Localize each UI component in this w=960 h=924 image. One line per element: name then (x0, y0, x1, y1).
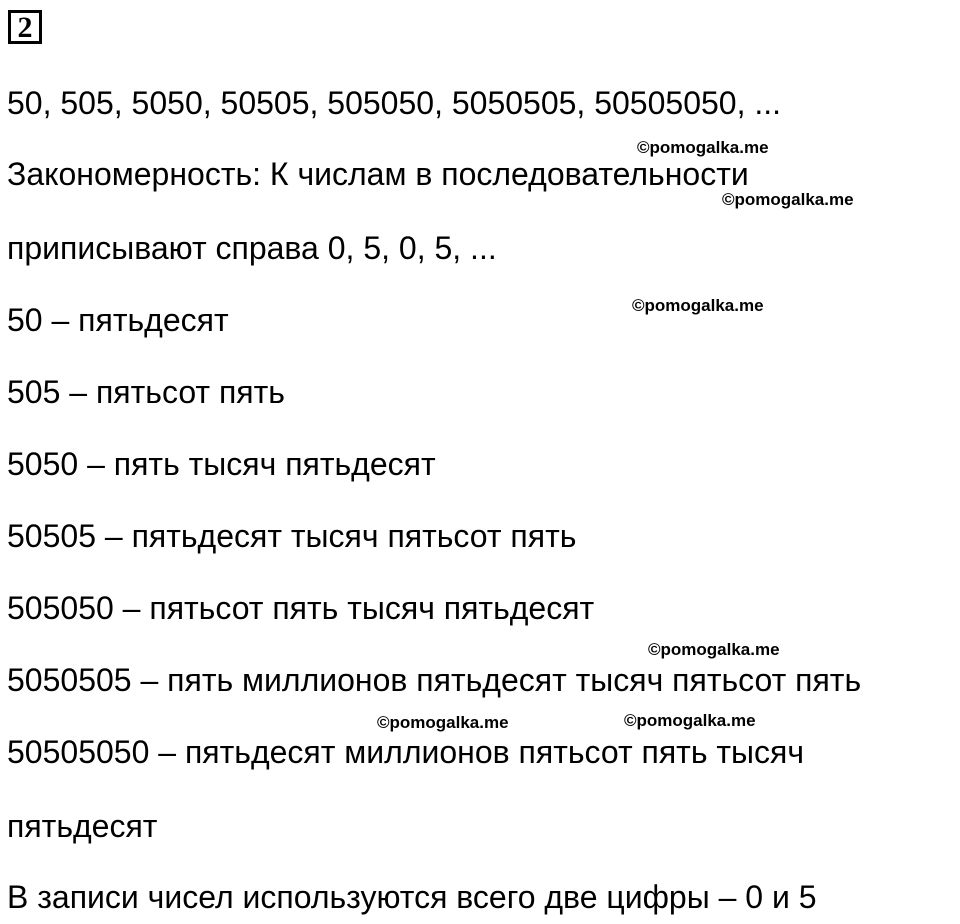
number-word-50505: 50505 – пятьдесят тысяч пятьсот пять (7, 518, 577, 554)
number-word-5050: 5050 – пять тысяч пятьдесят (7, 446, 436, 482)
number-word-50505050-cont: пятьдесят (7, 808, 158, 844)
number-word-5050505: 5050505 – пять миллионов пятьдесят тысяч пятьсот пять (7, 662, 862, 698)
watermark: ©pomogalka.me (377, 713, 509, 732)
pattern-line-2: приписывают справа 0, 5, 0, 5, ... (7, 230, 497, 266)
number-word-505050: 505050 – пятьсот пять тысяч пятьдесят (7, 590, 595, 626)
number-word-50: 50 – пятьдесят (7, 302, 229, 338)
number-word-505: 505 – пятьсот пять (7, 374, 285, 410)
watermark: ©pomogalka.me (632, 296, 764, 315)
watermark: ©pomogalka.me (722, 190, 854, 209)
task-number-badge: 2 (8, 10, 42, 44)
sequence-line: 50, 505, 5050, 50505, 505050, 5050505, 50505050, ... (7, 85, 782, 121)
watermark: ©pomogalka.me (648, 640, 780, 659)
pattern-line-1: Закономерность: К числам в последовательности (7, 156, 749, 192)
watermark: ©pomogalka.me (637, 138, 769, 157)
number-word-50505050: 50505050 – пятьдесят миллионов пятьсот пять тысяч (7, 734, 805, 770)
conclusion-line: В записи чисел используются всего две цифры – 0 и 5 (7, 879, 817, 915)
watermark: ©pomogalka.me (624, 711, 756, 730)
